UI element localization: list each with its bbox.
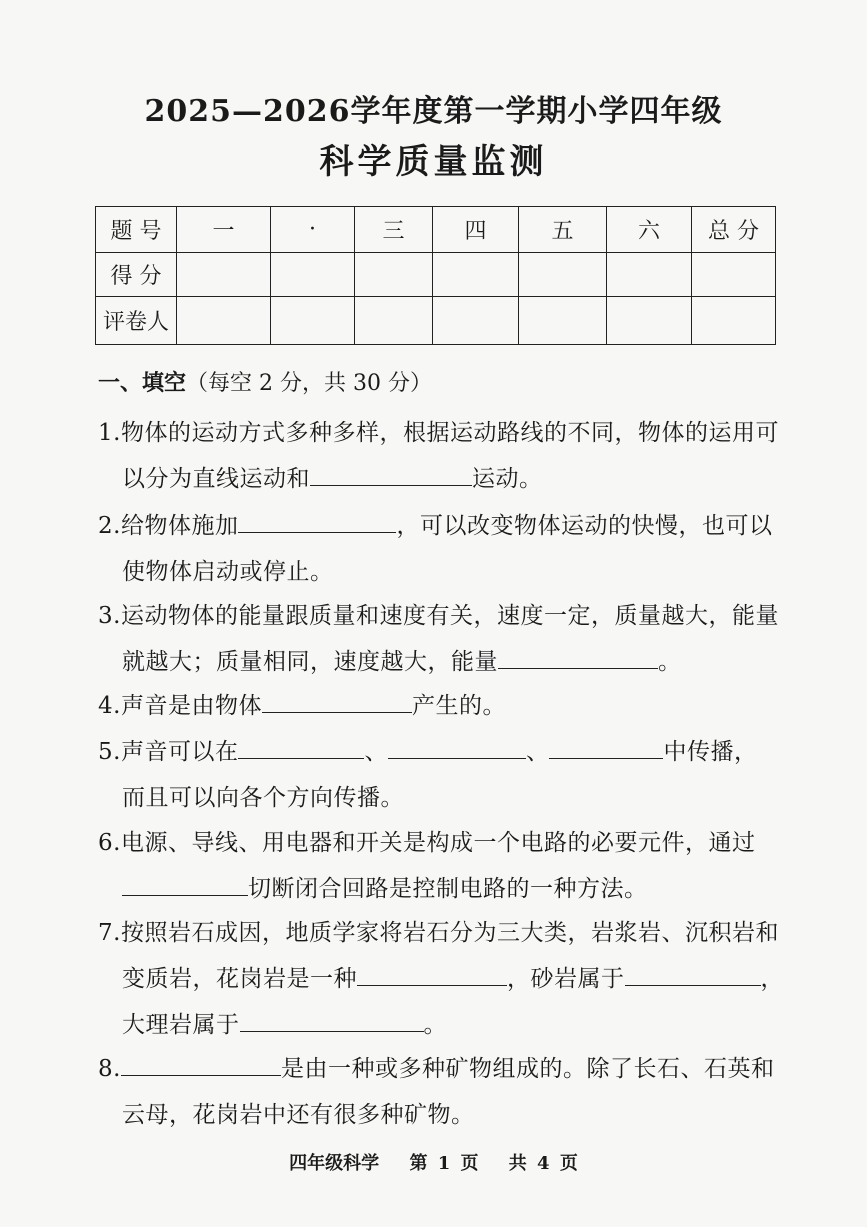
section-title: 一、填空 — [98, 370, 187, 396]
score-cell[interactable] — [607, 253, 692, 297]
score-cell[interactable] — [519, 253, 607, 297]
grader-cell[interactable] — [271, 297, 355, 345]
answer-blank[interactable] — [310, 463, 472, 486]
score-table-header-cell: · — [271, 207, 355, 253]
score-cell[interactable] — [271, 253, 355, 297]
question-4: 4.声音是由物体 产生的。 — [98, 687, 506, 720]
answer-blank[interactable] — [388, 736, 526, 759]
section-note: （每空 2 分，共 30 分） — [186, 371, 432, 396]
question-7-line2: 变质岩，花岗岩是一种 ，砂岩属于 ， — [122, 960, 784, 993]
score-table-header-cell: 一 — [177, 207, 271, 253]
grader-cell[interactable] — [433, 297, 519, 345]
score-table — [95, 206, 776, 345]
score-cell[interactable] — [355, 253, 433, 297]
question-2-line1: 2.给物体施加 ，可以改变物体运动的快慢，也可以 — [98, 507, 772, 540]
grader-cell[interactable] — [177, 297, 271, 345]
question-5-line2: 而且可以向各个方向传播。 — [122, 785, 404, 811]
question-8-line2: 云母，花岗岩中还有很多种矿物。 — [122, 1102, 475, 1128]
question-1-line1: 1.物体的运动方式多种多样，根据运动路线的不同，物体的运用可 — [98, 420, 779, 446]
score-table-header-row — [96, 207, 776, 253]
section-heading — [98, 366, 432, 397]
question-3-line2: 就越大；质量相同，速度越大，能量 。 — [122, 643, 682, 676]
score-table-header-cell: 五 — [519, 207, 607, 253]
question-5-line1: 5.声音可以在 、 、 中传播， — [98, 733, 757, 766]
grader-cell[interactable] — [519, 297, 607, 345]
question-1-line2: 以分为直线运动和 运动。 — [122, 460, 543, 493]
question-6-line1: 6.电源、导线、用电器和开关是构成一个电路的必要元件，通过 — [98, 830, 756, 856]
grader-cell[interactable] — [607, 297, 692, 345]
answer-blank[interactable] — [121, 1053, 281, 1076]
answer-blank[interactable] — [122, 873, 248, 896]
score-table-header-cell: 题 号 — [96, 207, 177, 253]
exam-title-line1: 2025—2026学年度第一学期小学四年级 — [144, 94, 723, 129]
footer-subject: 四年级科学 — [289, 1153, 380, 1174]
score-table-row — [96, 297, 776, 345]
question-8-line1: 8. 是由一种或多种矿物组成的。除了长石、石英和 — [98, 1050, 774, 1083]
answer-blank[interactable] — [238, 510, 396, 533]
answer-blank[interactable] — [549, 736, 663, 759]
footer-total-pages: 共 4 页 — [508, 1153, 578, 1174]
score-cell[interactable] — [433, 253, 519, 297]
footer-page-number: 第 1 页 — [409, 1153, 479, 1174]
question-2-line2: 使物体启动或停止。 — [122, 559, 334, 585]
score-table-row — [96, 253, 776, 297]
grader-cell[interactable] — [692, 297, 776, 345]
score-table-header-cell: 三 — [355, 207, 433, 253]
answer-blank[interactable] — [238, 736, 364, 759]
answer-blank[interactable] — [262, 690, 412, 713]
answer-blank[interactable] — [498, 646, 658, 669]
question-7-line1: 7.按照岩石成因，地质学家将岩石分为三大类，岩浆岩、沉积岩和 — [98, 920, 779, 946]
exam-title-line2: 科学质量监测 — [319, 142, 548, 182]
score-table-row-label: 评卷人 — [96, 297, 177, 345]
question-3-line1: 3.运动物体的能量跟质量和速度有关，速度一定，质量越大，能量 — [98, 603, 779, 629]
score-cell[interactable] — [692, 253, 776, 297]
grader-cell[interactable] — [355, 297, 433, 345]
score-table-header-cell: 六 — [607, 207, 692, 253]
question-6-line2: 切断闭合回路是控制电路的一种方法。 — [122, 870, 648, 903]
score-table-row-label: 得 分 — [96, 253, 177, 297]
page-footer — [0, 1149, 867, 1175]
answer-blank[interactable] — [357, 963, 507, 986]
question-7-line3: 大理岩属于 。 — [122, 1006, 447, 1039]
answer-blank[interactable] — [625, 963, 761, 986]
answer-blank[interactable] — [240, 1009, 424, 1032]
score-cell[interactable] — [177, 253, 271, 297]
score-table-header-cell: 四 — [433, 207, 519, 253]
score-table-header-cell: 总 分 — [692, 207, 776, 253]
